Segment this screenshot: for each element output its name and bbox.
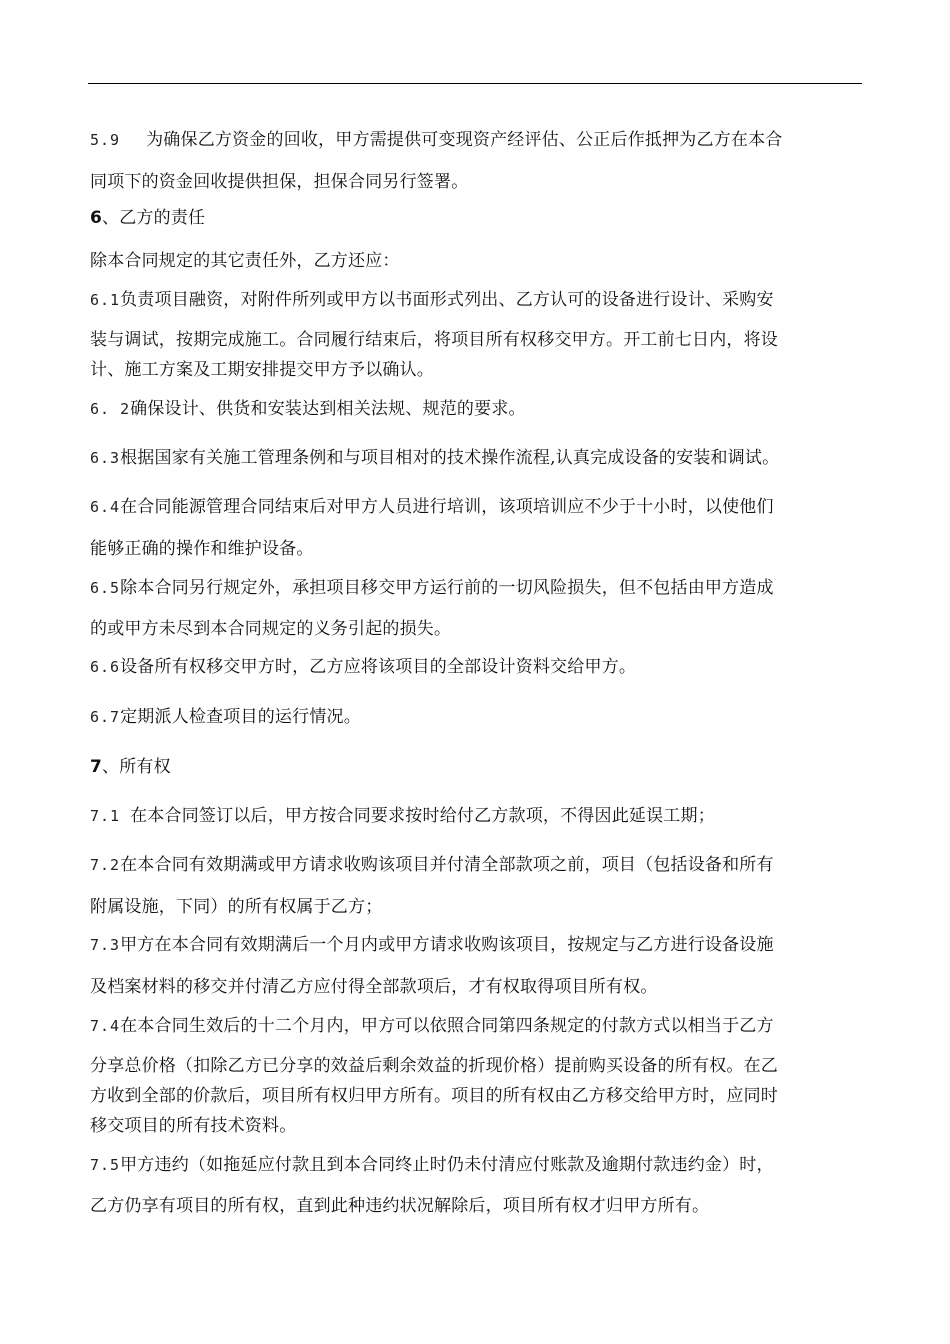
header-rule <box>88 83 862 84</box>
paragraph-line: 除本合同规定的其它责任外，乙方还应： <box>90 251 400 271</box>
section-title: 、所有权 <box>102 757 171 777</box>
clause-text: 设备所有权移交甲方时，乙方应将该项目的全部设计资料交给甲方。 <box>120 657 637 677</box>
clause-number: 6.1 <box>90 291 121 309</box>
clause-text-line: 装与调试，按期完成施工。合同履行结束后，将项目所有权移交甲方。开工前七日内，将设 <box>90 330 778 350</box>
clause-7-1 <box>90 804 715 828</box>
clause-text-line: 及档案材料的移交并付清乙方应付得全部款项后，才有权取得项目所有权。 <box>90 977 658 997</box>
clause-text-line: 同项下的资金回收提供担保，担保合同另行签署。 <box>90 172 469 192</box>
clause-6-7 <box>90 705 361 729</box>
clause-6-4 <box>90 495 774 519</box>
clause-text-line: 附属设施，下同）的所有权属于乙方； <box>90 897 383 917</box>
clause-7-3 <box>90 933 774 957</box>
clause-text-line: 的或甲方未尽到本合同规定的义务引起的损失。 <box>90 619 452 639</box>
clause-7-4 <box>90 1014 774 1038</box>
clause-6-3 <box>90 446 779 470</box>
clause-text-line: 移交项目的所有技术资料。 <box>90 1116 297 1136</box>
clause-number: 6. 2 <box>90 400 131 418</box>
clause-number: 6.7 <box>90 708 121 726</box>
clause-7-5 <box>90 1153 774 1177</box>
clause-text: 甲方违约（如拖延应付款且到本合同终止时仍未付清应付账款及逾期付款违约金）时， <box>120 1155 774 1175</box>
clause-number: 6.5 <box>90 579 121 597</box>
clause-6-1 <box>90 288 774 312</box>
clause-text: 在本合同生效后的十二个月内，甲方可以依照合同第四条规定的付款方式以相当于乙方 <box>120 1016 774 1036</box>
clause-text: 除本合同另行规定外，承担项目移交甲方运行前的一切风险损失，但不包括由甲方造成 <box>120 578 774 598</box>
clause-text: 在本合同有效期满或甲方请求收购该项目并付清全部款项之前，项目（包括设备和所有 <box>120 855 774 875</box>
clause-text-line: 乙方仍享有项目的所有权，直到此种违约状况解除后，项目所有权才归甲方所有。 <box>90 1196 710 1216</box>
clause-text: 在合同能源管理合同结束后对甲方人员进行培训，该项培训应不少于十小时，以使他们 <box>120 497 774 517</box>
clause-number: 7.5 <box>90 1156 121 1174</box>
clause-number: 6.4 <box>90 498 121 516</box>
clause-text: 定期派人检查项目的运行情况。 <box>120 707 361 727</box>
clause-6-5 <box>90 576 774 600</box>
clause-text-line: 方收到全部的价款后，项目所有权归甲方所有。项目的所有权由乙方移交给甲方时，应同时 <box>90 1086 778 1106</box>
clause-number: 5.9 <box>90 131 121 149</box>
clause-7-2 <box>90 853 774 877</box>
section-number: 7 <box>90 757 103 777</box>
clause-number: 6.6 <box>90 658 121 676</box>
clause-number: 7.1 <box>90 807 121 825</box>
clause-text: 确保设计、供货和安装达到相关法规、规范的要求。 <box>130 399 526 419</box>
section-heading-6 <box>90 206 205 230</box>
clause-number: 6.3 <box>90 449 121 467</box>
clause-text: 甲方在本合同有效期满后一个月内或甲方请求收购该项目，按规定与乙方进行设备设施 <box>120 935 774 955</box>
clause-number: 7.4 <box>90 1017 121 1035</box>
clause-6-2 <box>90 397 526 421</box>
clause-6-6 <box>90 655 636 679</box>
clause-text-line: 计、施工方案及工期安排提交甲方予以确认。 <box>90 360 434 380</box>
clause-text: 负责项目融资，对附件所列或甲方以书面形式列出、乙方认可的设备进行设计、采购安 <box>120 290 774 310</box>
clause-text-line: 分享总价格（扣除乙方已分享的效益后剩余效益的折现价格）提前购买设备的所有权。在乙 <box>90 1056 778 1076</box>
clause-text: 为确保乙方资金的回收，甲方需提供可变现资产经评估、公正后作抵押为乙方在本合 <box>146 130 783 150</box>
clause-5-9 <box>90 128 783 152</box>
section-title: 、乙方的责任 <box>102 208 206 228</box>
clause-text-line: 能够正确的操作和维护设备。 <box>90 539 314 559</box>
section-number: 6 <box>90 208 103 228</box>
clause-number: 7.2 <box>90 856 121 874</box>
section-heading-7 <box>90 755 171 779</box>
clause-number: 7.3 <box>90 936 121 954</box>
clause-text: 根据国家有关施工管理条例和与项目相对的技术操作流程,认真完成设备的安装和调试。 <box>120 448 780 468</box>
clause-text: 在本合同签订以后，甲方按合同要求按时给付乙方款项，不得因此延误工期； <box>130 806 715 826</box>
